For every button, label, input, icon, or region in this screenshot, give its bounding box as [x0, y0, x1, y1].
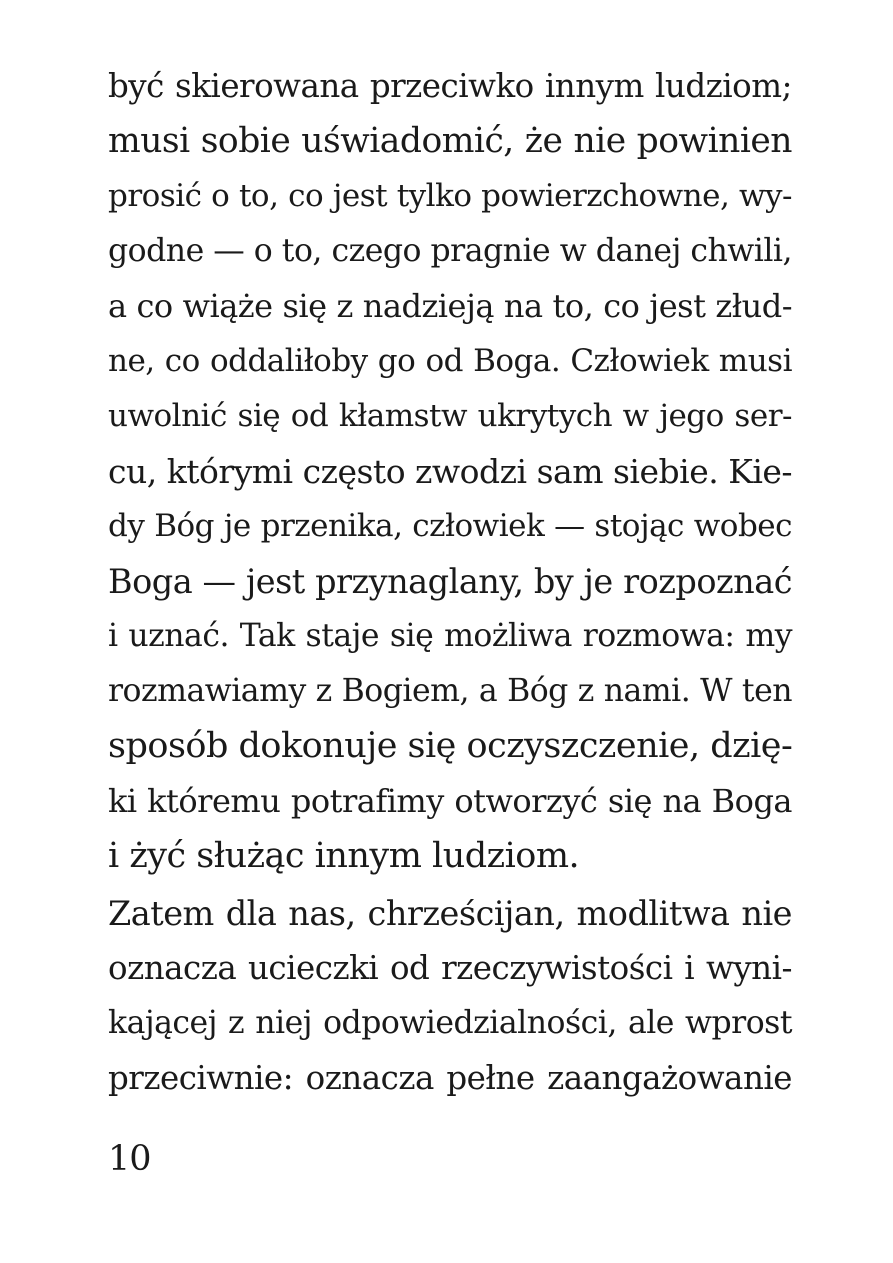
text-line: cu, którymi często zwodzi sam siebie. Kie- — [108, 452, 793, 491]
text-line: ki któremu potrafimy otworzyć się na Boga — [108, 782, 792, 820]
text-line: sposób dokonuje się oczyszczenie, dzię- — [108, 726, 793, 766]
text-line: Zatem dla nas, chrześcijan, modlitwa nie — [108, 894, 792, 933]
text-line: musi sobie uświadomić, że nie powinien — [108, 121, 792, 161]
text-line: Boga — jest przynaglany, by je rozpoznać — [108, 562, 792, 601]
text-line: i uznać. Tak staje się możliwa rozmowa: my — [108, 618, 792, 654]
text-line: godne — o to, czego pragnie w danej chwili, — [108, 233, 792, 269]
text-line: rozmawiamy z Bogiem, a Bóg z nami. W ten — [108, 673, 792, 709]
paragraph-1 — [108, 59, 792, 884]
text-line: prosić o to, co jest tylko powierzchowne, wy- — [108, 178, 792, 214]
text-line: przeciwnie: oznacza pełne zaangażowanie — [108, 1059, 792, 1097]
text-line: oznacza ucieczki od rzeczywistości i wyni- — [108, 949, 792, 987]
text-line: ne, co oddaliłoby go od Boga. Człowiek musi — [108, 343, 792, 379]
page-number: 10 — [108, 1139, 151, 1179]
text-line: uwolnić się od kłamstw ukrytych w jego ser- — [108, 398, 792, 434]
text-line: a co wiąże się z nadzieją na to, co jest złud- — [108, 287, 792, 325]
text-line: być skierowana przeciwko innym ludziom; — [108, 67, 792, 105]
text-line: dy Bóg je przenika, człowiek — stojąc wobec — [108, 508, 792, 544]
text-line: kającej z niej odpowiedzialności, ale wprost — [108, 1005, 792, 1041]
text-line-last: i żyć służąc innym ludziom. — [108, 836, 580, 876]
paragraph-2 — [108, 886, 792, 1106]
